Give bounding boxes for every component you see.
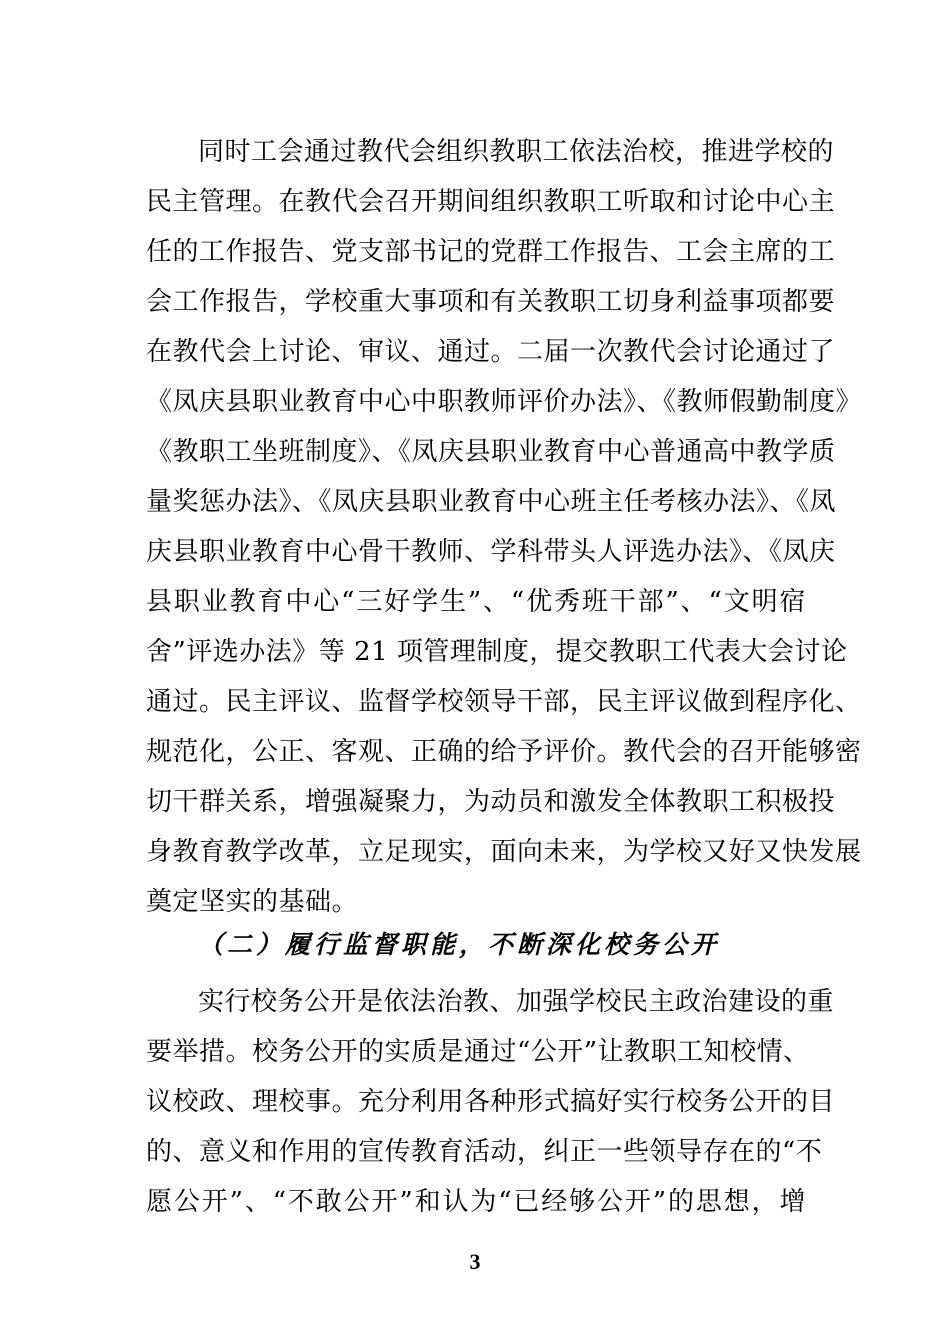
- section-heading: （二）履行监督职能，不断深化校务公开: [198, 930, 721, 959]
- paragraph-2-line: 愿公开”、“不敢公开”和认为“已经够公开”的思想，增: [146, 1187, 806, 1217]
- paragraph-1-line: 身教育教学改革，立足现实，面向未来，为学校又好又快发展: [146, 837, 862, 867]
- paragraph-1-line: 任的工作报告、党支部书记的党群工作报告、工会主席的工: [146, 237, 836, 267]
- page-number: 3: [469, 1249, 481, 1274]
- paragraph-1-line: 通过。民主评议、监督学校领导干部，民主评议做到程序化、: [146, 687, 862, 717]
- paragraph-2-line: 要举措。校务公开的实质是通过“公开”让教职工知校情、: [146, 1037, 810, 1067]
- paragraph-1-line: 奠定坚实的基础。: [146, 887, 359, 917]
- paragraph-1-line: 在教代会上讨论、审议、通过。二届一次教代会讨论通过了: [146, 337, 836, 367]
- paragraph-1-line: 庆县职业教育中心骨干教师、学科带头人评选办法》、《凤庆: [146, 537, 836, 567]
- paragraph-1-line: 县职业教育中心“三好学生”、“优秀班干部”、“文明宿: [146, 587, 806, 617]
- paragraph-2-line: 实行校务公开是依法治教、加强学校民主政治建设的重: [198, 987, 835, 1017]
- paragraph-1-line: 《凤庆县职业教育中心中职教师评价办法》、《教师假勤制度》: [146, 387, 863, 417]
- paragraph-1-line: 会工作报告，学校重大事项和有关教职工切身利益事项都要: [146, 287, 836, 317]
- paragraph-1-line: 民主管理。在教代会召开期间组织教职工听取和讨论中心主: [146, 187, 836, 217]
- paragraph-1-line: 规范化，公正、客观、正确的给予评价。教代会的召开能够密: [146, 737, 862, 767]
- paragraph-2-line: 的、意义和作用的宣传教育活动，纠正一些领导存在的“不: [146, 1137, 823, 1167]
- paragraph-1-line: 舍”评选办法》等 21 项管理制度，提交教职工代表大会讨论: [146, 637, 848, 667]
- paragraph-1-line: 同时工会通过教代会组织教职工依法治校，推进学校的: [198, 137, 835, 167]
- paragraph-1-line: 量奖惩办法》、《凤庆县职业教育中心班主任考核办法》、《凤: [146, 487, 837, 517]
- paragraph-1-line: 切干群关系，增强凝聚力，为动员和激发全体教职工积极投: [146, 787, 836, 817]
- paragraph-2-line: 议校政、理校事。充分利用各种形式搞好实行校务公开的目: [146, 1087, 836, 1117]
- paragraph-1-line: 《教职工坐班制度》、《凤庆县职业教育中心普通高中教学质: [146, 437, 836, 467]
